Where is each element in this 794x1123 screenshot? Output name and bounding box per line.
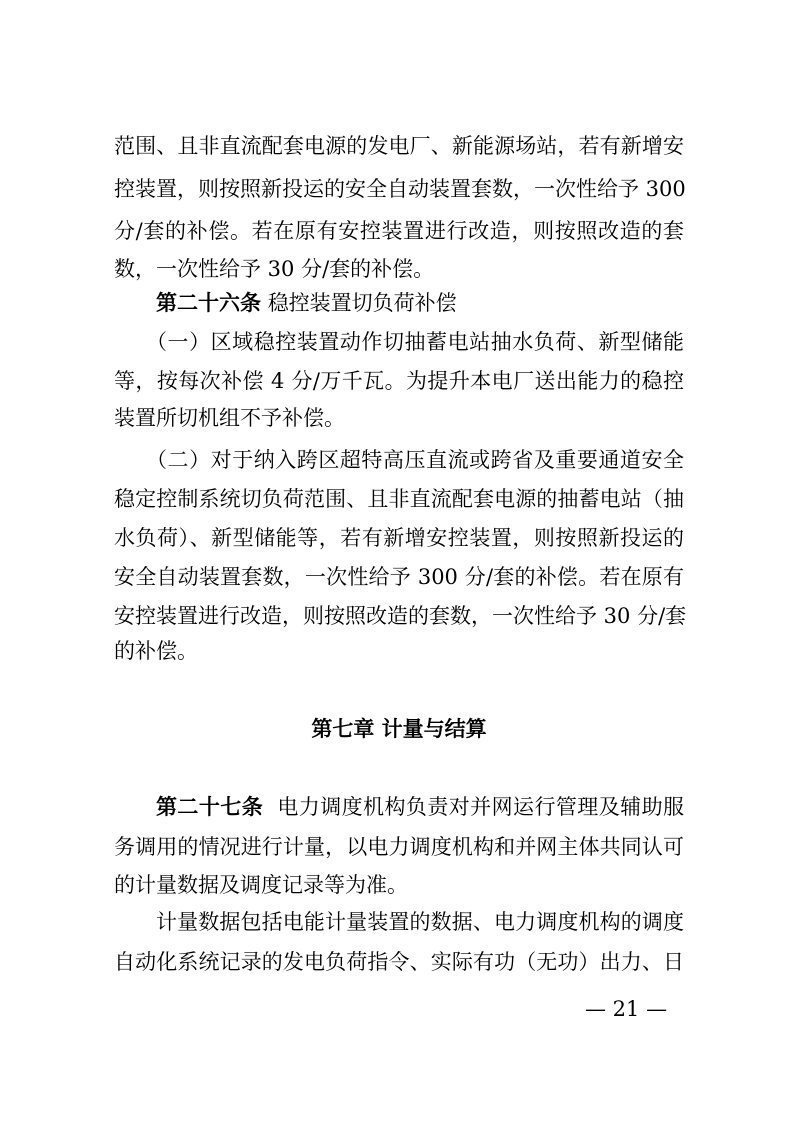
body-line: 的补偿。 [114,639,198,663]
article-27-first-line [156,792,684,822]
body-line: 安全自动装置套数，一次性给予 300 分/套的补偿。若在原有 [114,565,684,589]
body-line: 稳定控制系统切负荷范围、且非直流配套电源的抽蓄电站（抽 [114,487,684,511]
body-line: 装置所切机组不予补偿。 [114,406,345,430]
body-line: （二）对于纳入跨区超特高压直流或跨省及重要通道安全 [146,448,684,472]
body-line: 的计量数据及调度记录等为准。 [114,873,408,897]
article-27-label: 第二十七条 [156,794,264,819]
body-line: 自动化系统记录的发电负荷指令、实际有功（无功）出力、日 [114,950,684,974]
body-line: 水负荷）、新型储能等，若有新增安控装置，则按照新投运的 [114,526,684,550]
body-line: 分/套的补偿。若在原有安控装置进行改造，则按照改造的套 [114,219,684,243]
body-line: 务调用的情况进行计量，以电力调度机构和并网主体共同认可 [114,835,684,859]
page-number: — 21 — [585,997,668,1021]
body-line: 数，一次性给予 30 分/套的补偿。 [114,257,435,281]
body-line: 范围、且非直流配套电源的发电厂、新能源场站，若有新增安 [114,134,684,158]
article-26-label: 第二十六条 [156,290,261,315]
article-26-heading [156,288,684,318]
chapter-heading: 第七章 计量与结算 [311,717,487,741]
body-line: （一）区域稳控装置动作切抽蓄电站抽水负荷、新型储能 [146,330,684,354]
body-line: 等，按每次补偿 4 分/万千瓦。为提升本电厂送出能力的稳控 [114,369,684,393]
body-line: 安控装置进行改造，则按照改造的套数，一次性给予 30 分/套 [114,604,687,628]
article-26-title: 稳控装置切负荷补偿 [267,291,457,315]
body-line: 控装置，则按照新投运的安全自动装置套数，一次性给予 300 [114,177,686,201]
body-line: 计量数据包括电能计量装置的数据、电力调度机构的调度 [156,910,684,934]
article-27-text: 电力调度机构负责对并网运行管理及辅助服 [277,795,685,819]
